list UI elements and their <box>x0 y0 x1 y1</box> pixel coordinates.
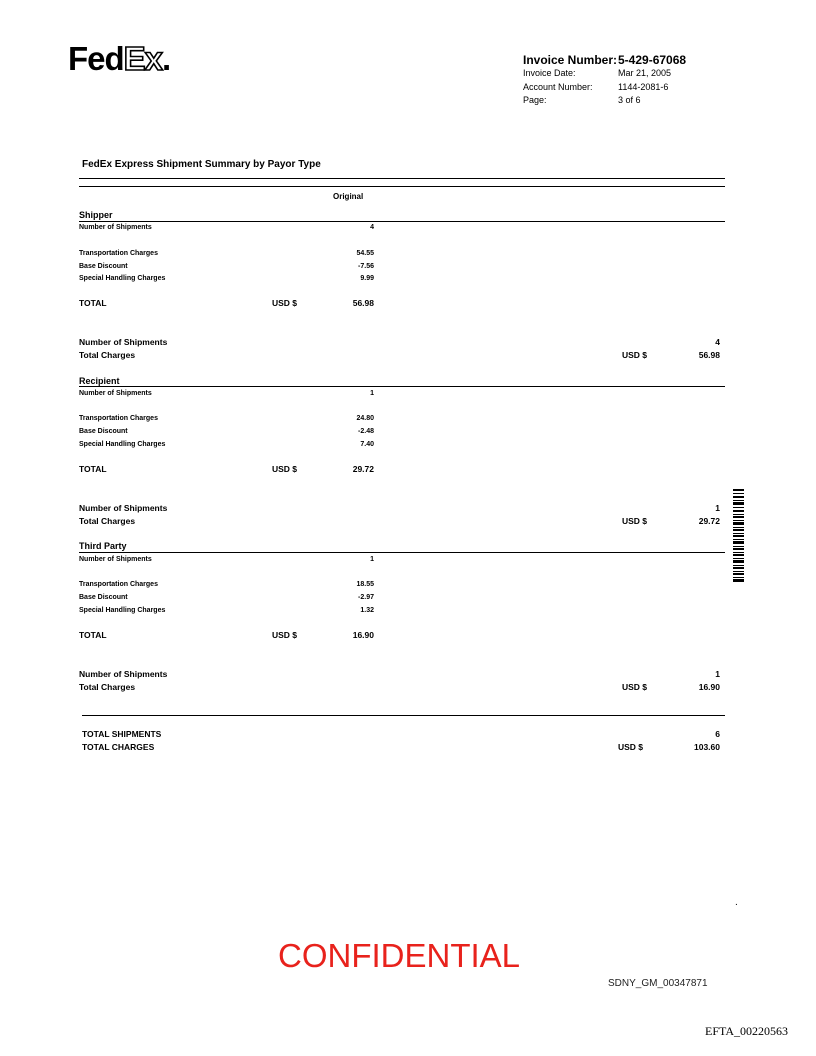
grand-total-charges-value: 103.60 <box>694 742 720 752</box>
section-rule <box>79 386 725 387</box>
discount-label: Base Discount <box>79 428 128 435</box>
total-currency: USD $ <box>272 630 298 640</box>
total-charges-label: Total Charges <box>79 350 136 360</box>
discount-value: -7.56 <box>358 263 374 270</box>
total-label: TOTAL <box>79 298 107 308</box>
confidential-stamp: CONFIDENTIAL <box>278 937 521 974</box>
summary-shipments-label: Number of Shipments <box>79 503 168 513</box>
num-shipments-label: Number of Shipments <box>79 390 152 397</box>
page-label: Page: <box>523 95 547 105</box>
total-charges-label: TOTAL CHARGES <box>82 742 155 752</box>
summary-shipments-label: Number of Shipments <box>79 669 168 679</box>
total-value: 16.90 <box>352 630 374 640</box>
summary-shipments-value: 4 <box>715 337 720 347</box>
discount-label: Base Discount <box>79 594 128 601</box>
section-heading-third-party: Third Party <box>79 541 127 551</box>
section-heading-recipient: Recipient <box>79 376 120 386</box>
total-label: TOTAL <box>79 464 107 474</box>
discount-label: Base Discount <box>79 263 128 270</box>
invoice-number-label: Invoice Number: <box>523 53 618 67</box>
total-charges-currency: USD $ <box>618 742 644 752</box>
logo-ex: Ex <box>123 40 163 77</box>
num-shipments-value: 4 <box>370 224 374 231</box>
page-number: 3 of 6 <box>618 95 641 105</box>
transport-label: Transportation Charges <box>79 415 158 422</box>
account-number: 1144-2081-6 <box>618 82 669 92</box>
num-shipments-label: Number of Shipments <box>79 556 152 563</box>
total-charges-value: 16.90 <box>698 682 720 692</box>
total-charges-currency: USD $ <box>622 682 648 692</box>
summary-shipments-label: Number of Shipments <box>79 337 168 347</box>
discount-value: -2.97 <box>358 594 374 601</box>
summary-title: FedEx Express Shipment Summary by Payor Type <box>82 159 321 170</box>
invoice-number: 5-429-67068 <box>618 53 687 67</box>
summary-shipments-value: 1 <box>715 669 720 679</box>
invoice-date-label: Invoice Date: <box>523 68 576 78</box>
total-charges-label: Total Charges <box>79 682 136 692</box>
barcode <box>733 489 744 582</box>
total-charges-currency: USD $ <box>622 516 648 526</box>
special-handling-label: Special Handling Charges <box>79 275 166 282</box>
special-handling-label: Special Handling Charges <box>79 441 166 448</box>
logo-period: . <box>162 40 171 77</box>
total-currency: USD $ <box>272 464 298 474</box>
transport-value: 24.80 <box>356 415 374 422</box>
total-currency: USD $ <box>272 298 298 308</box>
special-handling-value: 9.99 <box>360 275 374 282</box>
num-shipments-value: 1 <box>370 556 374 563</box>
efta-number: EFTA_00220563 <box>705 1024 789 1038</box>
num-shipments-value: 1 <box>370 390 374 397</box>
stray-mark: . <box>735 897 738 908</box>
summary-shipments-value: 1 <box>715 503 720 513</box>
section-heading-shipper: Shipper <box>79 210 113 220</box>
invoice-date: Mar 21, 2005 <box>618 68 672 78</box>
divider <box>79 186 725 187</box>
total-charges-value: 29.72 <box>698 516 720 526</box>
section-rule <box>79 221 725 222</box>
num-shipments-label: Number of Shipments <box>79 224 152 231</box>
total-charges-label: Total Charges <box>79 516 136 526</box>
grand-total-rule <box>82 715 725 716</box>
special-handling-value: 1.32 <box>360 607 374 614</box>
total-value: 29.72 <box>352 464 374 474</box>
transport-label: Transportation Charges <box>79 250 158 257</box>
total-label: TOTAL <box>79 630 107 640</box>
document-id: SDNY_GM_00347871 <box>608 978 708 989</box>
account-number-label: Account Number: <box>523 82 593 92</box>
special-handling-label: Special Handling Charges <box>79 607 166 614</box>
total-shipments-value: 6 <box>715 729 720 739</box>
divider <box>79 178 725 179</box>
transport-value: 54.55 <box>356 250 374 257</box>
discount-value: -2.48 <box>358 428 374 435</box>
special-handling-value: 7.40 <box>360 441 374 448</box>
total-charges-value: 56.98 <box>698 350 720 360</box>
total-charges-currency: USD $ <box>622 350 648 360</box>
fedex-logo <box>68 42 170 75</box>
total-value: 56.98 <box>352 298 374 308</box>
total-shipments-label: TOTAL SHIPMENTS <box>82 729 162 739</box>
column-header-original: Original <box>333 192 364 201</box>
section-rule <box>79 552 725 553</box>
logo-fed: Fed <box>68 40 124 77</box>
transport-label: Transportation Charges <box>79 581 158 588</box>
transport-value: 18.55 <box>356 581 374 588</box>
